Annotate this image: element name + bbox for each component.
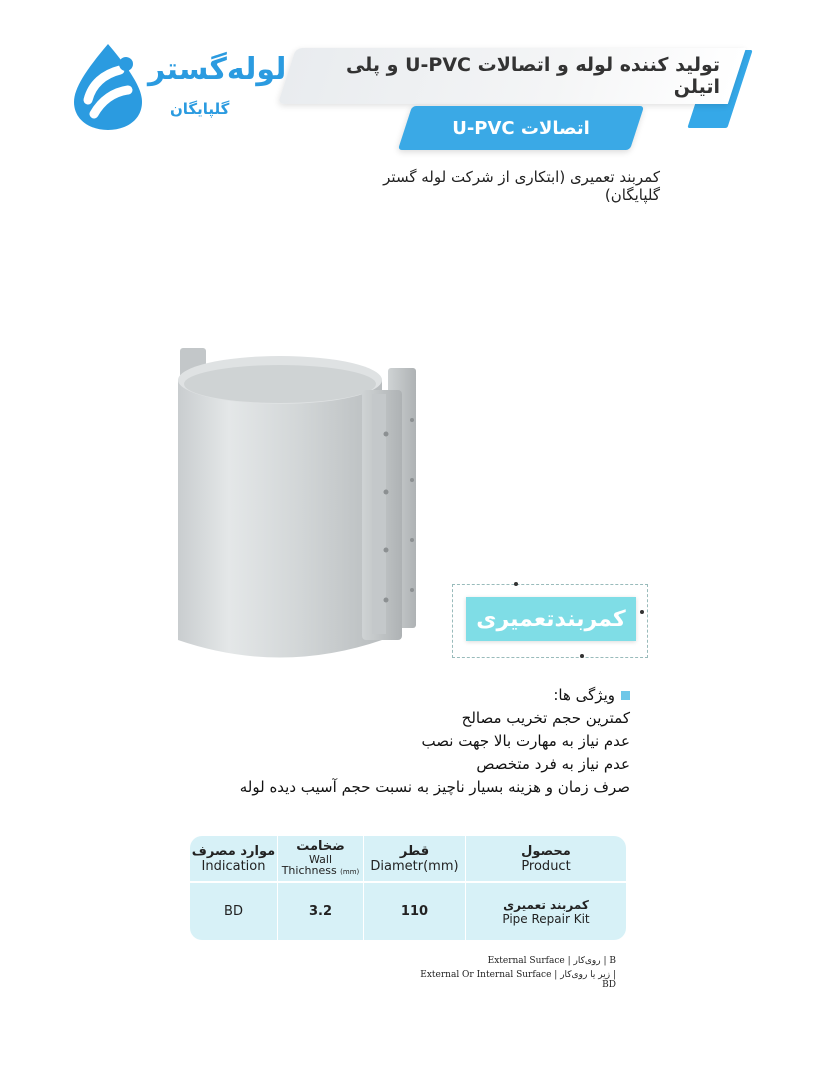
features-list	[190, 684, 630, 799]
header-product: محصول Product	[521, 843, 571, 874]
logo-sub-text: گلپایگان	[170, 100, 230, 118]
decor-dot	[640, 610, 644, 614]
feature-item: عدم نیاز به فرد متخصص	[476, 755, 630, 773]
bullet-square-icon	[621, 691, 630, 700]
logo-main-text: لوله‌گستر	[148, 52, 287, 87]
category-title: اتصالات U-PVC	[452, 117, 590, 139]
table-row	[190, 883, 626, 940]
spec-table	[190, 836, 626, 940]
company-logo-icon	[68, 40, 148, 132]
cell-thickness: 3.2	[278, 883, 364, 940]
legend-line: External Or Internal Surface | زیر یا روی‌کار | BD	[420, 970, 616, 990]
cell-diameter: 110	[364, 883, 466, 940]
feature-item: صرف زمان و هزینه بسیار ناچیز به نسبت حجم آسیب دیده لوله	[239, 778, 630, 796]
cell-indication: BD	[190, 883, 278, 940]
header-title: تولید کننده لوله و اتصالات U-PVC و پلی اتیلن	[345, 54, 720, 98]
pipe-repair-kit-image	[150, 330, 440, 670]
features-heading: ویژگی ها:	[190, 684, 630, 707]
cell-product: کمربند تعمیری Pipe Repair Kit	[502, 897, 590, 926]
header-thickness: ضخامت Wall Thichness (mm)	[278, 836, 364, 881]
header-indication: موارد مصرف Indication	[190, 836, 278, 881]
product-subtitle: کمربند تعمیری (ابتکاری از شرکت لوله گستر گلپایگان)	[383, 168, 660, 204]
legend-line: External Surface | روی‌کار | B	[487, 956, 616, 966]
feature-item: کمترین حجم تخریب مصالح	[461, 709, 630, 727]
table-header-row	[190, 836, 626, 881]
decor-dot	[580, 654, 584, 658]
decor-dot	[514, 582, 518, 586]
product-name-label: کمربندتعمیری	[466, 597, 636, 641]
header-diameter: قطر Diametr(mm)	[364, 836, 466, 881]
feature-item: عدم نیاز به مهارت بالا جهت نصب	[421, 732, 630, 750]
